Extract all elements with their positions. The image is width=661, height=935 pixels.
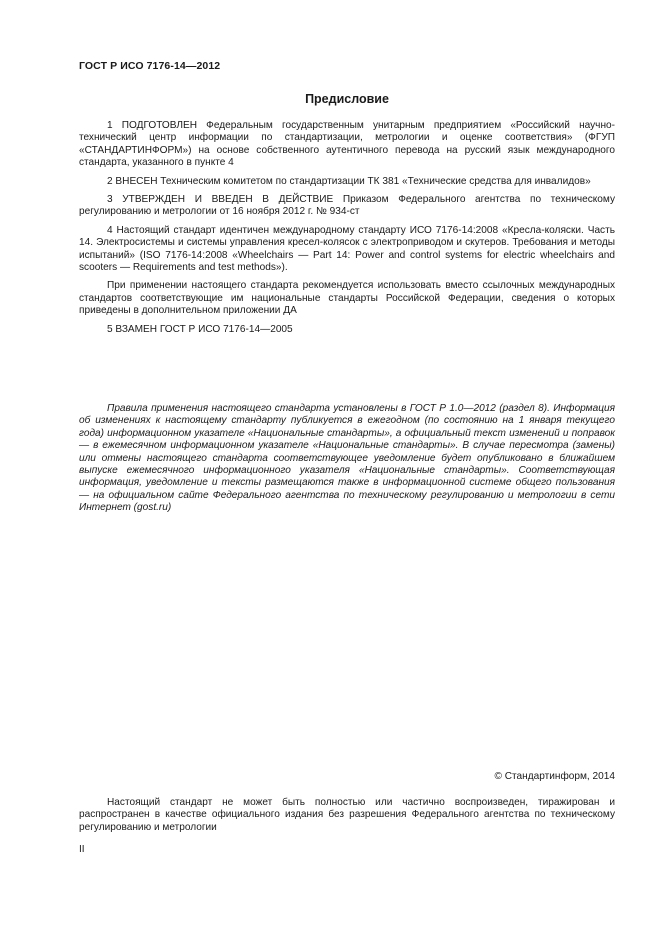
- copyright-line: © Стандартинформ, 2014: [494, 771, 615, 782]
- application-rules-notice: Правила применения настоящего стандарта установлены в ГОСТ Р 1.0—2012 (раздел 8). Информация об изменениях к настоящему стандарту публикуется в ежегодном (по состоянию на 1 января текущего года) информационном указателе «Национальные стандарты», а официальный текст изменений и поправок — в ежемесячном информационном указателе «Национальные стандарты». В случае пересмотра (замены) или отмены настоящего стандарта соответствующее уведомление будет опубликовано в ближайшем выпуске ежемесячного информационного указателя «Национальные стандарты». Соответствующая информация, уведомление и тексты размещаются также в информационной системе общего пользования — на официальном сайте Федерального агентства по техническому регулированию и метрологии в сети Интернет (gost.ru): [79, 403, 615, 514]
- page-title: Предисловие: [305, 92, 389, 106]
- paragraph-national-standards-note: При применении настоящего стандарта рекомендуется использовать вместо ссылочных международных стандартов соответствующие им национальные стандарты Российской Федерации, сведения о которых приведены в дополнительном приложении ДА: [79, 280, 615, 317]
- foreword-body: [79, 120, 615, 342]
- paragraph-prepared-by: 1 ПОДГОТОВЛЕН Федеральным государственным унитарным предприятием «Российский научно-технический центр информации по стандартизации, метрологии и оценке соответствия» (ФГУП «СТАНДАРТИНФОРМ») на основе собственного аутентичного перевода на русский язык международного стандарта, указанного в пункте 4: [79, 120, 615, 169]
- paragraph-approved: 3 УТВЕРЖДЕН И ВВЕДЕН В ДЕЙСТВИЕ Приказом Федерального агентства по техническому регулированию и метрологии от 16 ноября 2012 г. № 934-ст: [79, 194, 615, 218]
- paragraph-submitted-by: 2 ВНЕСЕН Техническим комитетом по стандартизации ТК 381 «Технические средства для инвалидов»: [107, 175, 591, 187]
- reproduction-notice: Настоящий стандарт не может быть полностью или частично воспроизведен, тиражирован и распространен в качестве официального издания без разрешения Федерального агентства по техническому регулированию и метрологии: [79, 797, 615, 833]
- page-number: II: [79, 844, 85, 855]
- paragraph-replaces: 5 ВЗАМЕН ГОСТ Р ИСО 7176-14—2005: [107, 323, 293, 335]
- paragraph-identical-standard: 4 Настоящий стандарт идентичен международному стандарту ИСО 7176-14:2008 «Кресла-коляски. Часть 14. Электросистемы и системы управления кресел-колясок с электроприводом и скутеров. Требования и методы испытаний» (ISO 7176-14:2008 «Wheelchairs — Part 14: Power and control systems for electric wheelchairs and scooters — Requirements and test methods»).: [79, 224, 615, 274]
- document-code: ГОСТ Р ИСО 7176-14—2012: [79, 60, 221, 72]
